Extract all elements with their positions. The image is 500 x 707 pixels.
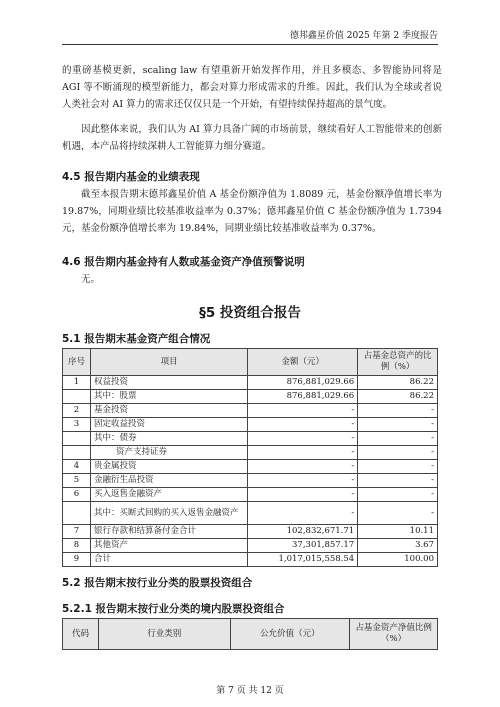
cell-no: 1	[63, 376, 91, 390]
intro-paragraph-2: 因此整体来说，我们认为 AI 算力具备广阔的市场前景，继续看好人工智能带来的创新机遇，本产品将持续深耕人工智能算力细分赛道。	[62, 124, 442, 152]
cell-pct: -	[358, 418, 438, 432]
table-header-amount: 金额（元）	[248, 349, 358, 376]
table-header-no: 序号	[63, 349, 91, 376]
table-row	[63, 488, 438, 502]
cell-item: 其他资产	[90, 539, 247, 553]
section-4-6-text: 无。	[81, 274, 101, 285]
cell-pct: -	[358, 474, 438, 488]
cell-no	[63, 390, 91, 404]
table-row	[63, 376, 438, 390]
page-footer: 第 7 页 共 12 页	[216, 686, 284, 696]
cell-no: 7	[63, 525, 91, 539]
table-row	[63, 525, 438, 539]
cell-item: 合计	[90, 553, 247, 567]
cell-amount: 876,881,029.66	[248, 376, 358, 390]
cell-pct: 10.11	[358, 525, 438, 539]
cell-item: 其中：股票	[90, 390, 247, 404]
cell-no	[63, 502, 91, 525]
table-row	[63, 404, 438, 418]
cell-pct: -	[358, 460, 438, 474]
cell-pct: -	[358, 446, 438, 460]
cell-no: 3	[63, 418, 91, 432]
section-4-5-title: 4.5 报告期内基金的业绩表现	[62, 171, 200, 183]
cell-item: 基金投资	[90, 404, 247, 418]
cell-no: 2	[63, 404, 91, 418]
table-row	[63, 553, 438, 567]
section-5-1-title: 5.1 报告期末基金资产组合情况	[62, 333, 211, 345]
cell-item: 其中：买断式回购的买入返售金融资产	[90, 502, 247, 525]
cell-item: 资产支持证券	[90, 446, 247, 460]
table-row	[63, 502, 438, 525]
cell-amount: 37,301,857.17	[248, 539, 358, 553]
cell-amount: -	[248, 460, 358, 474]
cell-no: 4	[63, 460, 91, 474]
industry-allocation-table	[62, 618, 438, 650]
cell-item: 金融衍生品投资	[90, 474, 247, 488]
cell-no	[63, 432, 91, 446]
cell-no: 9	[63, 553, 91, 567]
cell-item: 贵金属投资	[90, 460, 247, 474]
table-row	[63, 446, 438, 460]
table-row	[63, 418, 438, 432]
cell-amount: -	[248, 474, 358, 488]
table-row	[63, 474, 438, 488]
cell-amount: 102,832,671.71	[248, 525, 358, 539]
cell-pct: -	[358, 432, 438, 446]
cell-item: 其中：债券	[90, 432, 247, 446]
cell-item: 银行存款和结算备付金合计	[90, 525, 247, 539]
cell-amount: -	[248, 418, 358, 432]
cell-amount: -	[248, 404, 358, 418]
table-row	[63, 390, 438, 404]
cell-item: 固定收益投资	[90, 418, 247, 432]
cell-pct: 100.00	[358, 553, 438, 567]
table-header-pct: 占基金总资产的比例（%）	[358, 349, 438, 376]
cell-no	[63, 446, 91, 460]
cell-amount: 1,017,015,558.54	[248, 553, 358, 567]
table-header-item: 项目	[90, 349, 247, 376]
table-header-industry: 行业类别	[98, 619, 230, 650]
section-4-6-title: 4.6 报告期内基金持有人数或基金资产净值预警说明	[62, 256, 305, 268]
cell-amount: 876,881,029.66	[248, 390, 358, 404]
cell-pct: -	[358, 488, 438, 502]
cell-no: 5	[63, 474, 91, 488]
cell-pct: 86.22	[358, 376, 438, 390]
cell-amount: -	[248, 488, 358, 502]
cell-pct: 3.67	[358, 539, 438, 553]
section-4-5-text: 截至本报告期末德邦鑫星价值 A 基金份额净值为 1.8089 元，基金份额净值增长率为 19.87%，同期业绩比较基准收益率为 0.37%；德邦鑫星价值 C 基金份额净值为 1.7394 元，基金份额净值增长率为 19.84%，同期业绩比较基准收益率为 0.37%。	[62, 189, 442, 234]
table-header-nav-pct: 占基金资产净值比例（%）	[350, 619, 438, 650]
cell-no: 6	[63, 488, 91, 502]
cell-amount: -	[248, 502, 358, 525]
page-header: 德邦鑫星价值 2025 年第 2 季度报告	[62, 28, 438, 45]
cell-item: 买入返售金融资产	[90, 488, 247, 502]
table-header-code: 代码	[63, 619, 99, 650]
cell-no: 8	[63, 539, 91, 553]
table-row	[63, 432, 438, 446]
cell-amount: -	[248, 432, 358, 446]
intro-paragraph-1: 的重磅基模更新，scaling law 有望重新开始发挥作用，并且多模态、多智能协同将是 AGI 等不断涌现的模型新能力，都会对算力形成需求的升维。因此，我们认为全球或者说人类社会对 AI 算力的需求还仅仅只是一个开始，有望持续保持超高的景气度。	[62, 65, 442, 110]
section-5-2-title: 5.2 报告期末按行业分类的股票投资组合	[62, 577, 253, 589]
cell-pct: 86.22	[358, 390, 438, 404]
section-5-title: §5 投资组合报告	[199, 305, 301, 321]
cell-pct: -	[358, 502, 438, 525]
table-row	[63, 460, 438, 474]
cell-pct: -	[358, 404, 438, 418]
cell-amount: -	[248, 446, 358, 460]
cell-item: 权益投资	[90, 376, 247, 390]
table-header-fair-value: 公允价值（元）	[230, 619, 350, 650]
asset-allocation-table	[62, 348, 438, 567]
table-row	[63, 539, 438, 553]
section-5-2-1-title: 5.2.1 报告期末按行业分类的境内股票投资组合	[62, 603, 285, 615]
